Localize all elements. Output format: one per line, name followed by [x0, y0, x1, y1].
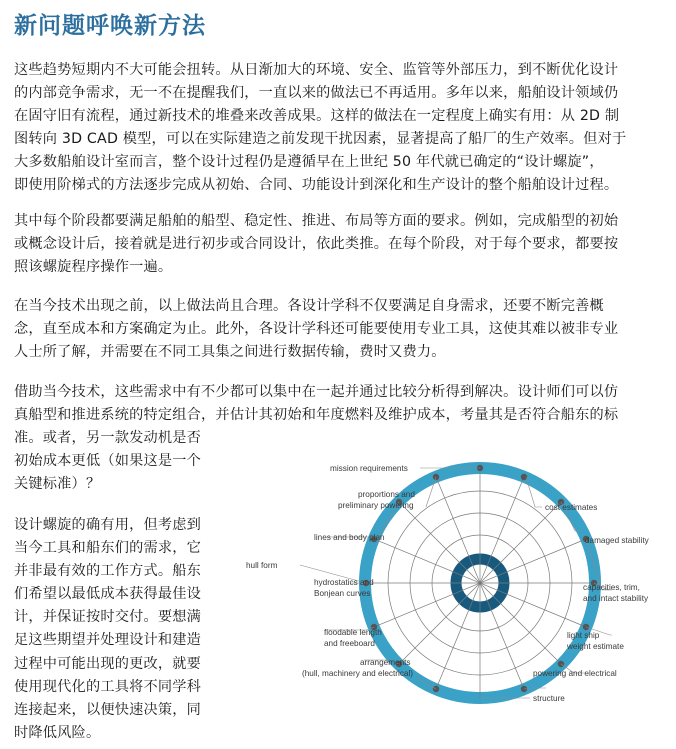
text-line: 照该螺旋程序操作一遍。	[14, 259, 173, 275]
label-mission: mission requirements	[330, 464, 408, 473]
label-structure: structure	[533, 694, 565, 703]
text-line: 这些趋势短期内不大可能会扭转。从日渐加大的环境、安全、监管等外部压力，到不断优化设计	[14, 62, 619, 78]
text-line: 借助当今技术，这些需求中有不少都可以集中在一起并通过比较分析得到解决。设计师们可以仿	[14, 384, 619, 400]
text-line: 并非最有效的工作方式。船东	[14, 563, 202, 580]
page-title: 新问题呼唤新方法	[14, 13, 206, 39]
text-line: 使用现代化的工具将不同学科	[14, 678, 202, 695]
label-capacities-2: and intact stability	[583, 594, 649, 603]
text-line: 连接起来，以便快速决策，同	[14, 701, 202, 718]
text-line: 在固守旧有流程，通过新技术的堆叠来改善成果。这样的做法在一定程度上确实有用：从 2D 制	[14, 108, 620, 124]
text-line: 设计螺旋的确有用，但考虑到	[14, 517, 202, 533]
label-arrangements-2: (hull, machinery and electrical)	[302, 669, 414, 678]
paragraph-before-tech	[14, 295, 664, 364]
label-floodable-2: and freeboard	[324, 639, 375, 648]
label-cost: cost estimates	[545, 503, 598, 512]
label-proportions: proportions and	[358, 490, 415, 499]
text-line: 大多数船舶设计室而言，整个设计过程仍是遵循早在上世纪 50 年代就已确定的“设计螺旋”，	[14, 154, 604, 170]
text-line: 准。或者，另一款发动机是否	[14, 430, 202, 446]
paragraph-trends	[14, 59, 664, 197]
label-floodable: floodable length	[324, 628, 382, 637]
design-spiral-diagram	[230, 455, 670, 715]
label-proportions-2: preliminary powering	[338, 501, 414, 510]
text-line: 其中每个阶段都要满足船舶的船型、稳定性、推进、布局等方面的要求。例如，完成船型的初始	[14, 213, 619, 229]
text-line: 初始成本更低（如果这是一个	[14, 453, 202, 469]
text-line: 关键标准）？	[14, 476, 101, 492]
text-line: 当今工具和船东们的需求，它	[14, 540, 202, 557]
paragraph-today-tech-continued	[14, 427, 224, 496]
text-line: 计，并保证按时交付。要想满	[14, 609, 202, 626]
text-line: 真船型和推进系统的特定组合，并估计其初始和年度燃料及维护成本，考量其是否符合船东的标	[14, 407, 619, 423]
text-line: 过程中可能出现的更改，就要	[14, 655, 202, 672]
label-powering: powering and electrical	[533, 669, 617, 678]
text-line: 念，直至成本和方案确定为止。此外，各设计学科还可能要使用专业工具，这使其难以被非专业	[14, 321, 619, 337]
text-line: 或概念设计后，接着就是进行初步或合同设计，依此类推。在每个阶段，对于每个要求，都要按	[14, 236, 619, 252]
text-line: 即使用阶梯式的方法逐步完成从初始、合同、功能设计到深化和生产设计的整个船舶设计过程。	[14, 177, 619, 193]
label-hydro-2: Bonjean curves	[314, 589, 371, 598]
label-hydro: hydrostatics and	[314, 578, 374, 587]
paragraph-design-spiral	[14, 514, 224, 745]
label-capacities: capacities, trim,	[583, 583, 640, 592]
text-line: 的内部竞争需求，无一不在提醒我们，一直以来的做法已不再适用。多年以来，船舶设计领域仍	[14, 85, 619, 101]
text-line: 图转向 3D CAD 模型，可以在实际建造之前发现干扰因素，显著提高了船厂的生产效率。但对于	[14, 131, 627, 147]
paragraph-today-tech	[14, 381, 664, 427]
label-lightship: light ship	[567, 631, 600, 640]
label-arrangements: arrangements	[360, 658, 411, 667]
text-line: 们希望以最低成本获得最佳设	[14, 586, 202, 603]
text-line: 人士所了解，并需要在不同工具集之间进行数据传输，费时又费力。	[14, 344, 446, 360]
label-hull: hull form	[246, 561, 278, 570]
text-line: 足这些期望并处理设计和建造	[14, 632, 202, 649]
label-lines: lines and body plan	[314, 533, 385, 542]
label-damaged: damaged stability	[585, 536, 649, 545]
text-line: 在当今技术出现之前，以上做法尚且合理。各设计学科不仅要满足自身需求，还要不断完善概	[14, 298, 604, 314]
label-lightship-2: weight estimate	[567, 642, 624, 651]
paragraph-stages	[14, 210, 664, 279]
text-line: 时降低风险。	[14, 724, 101, 741]
